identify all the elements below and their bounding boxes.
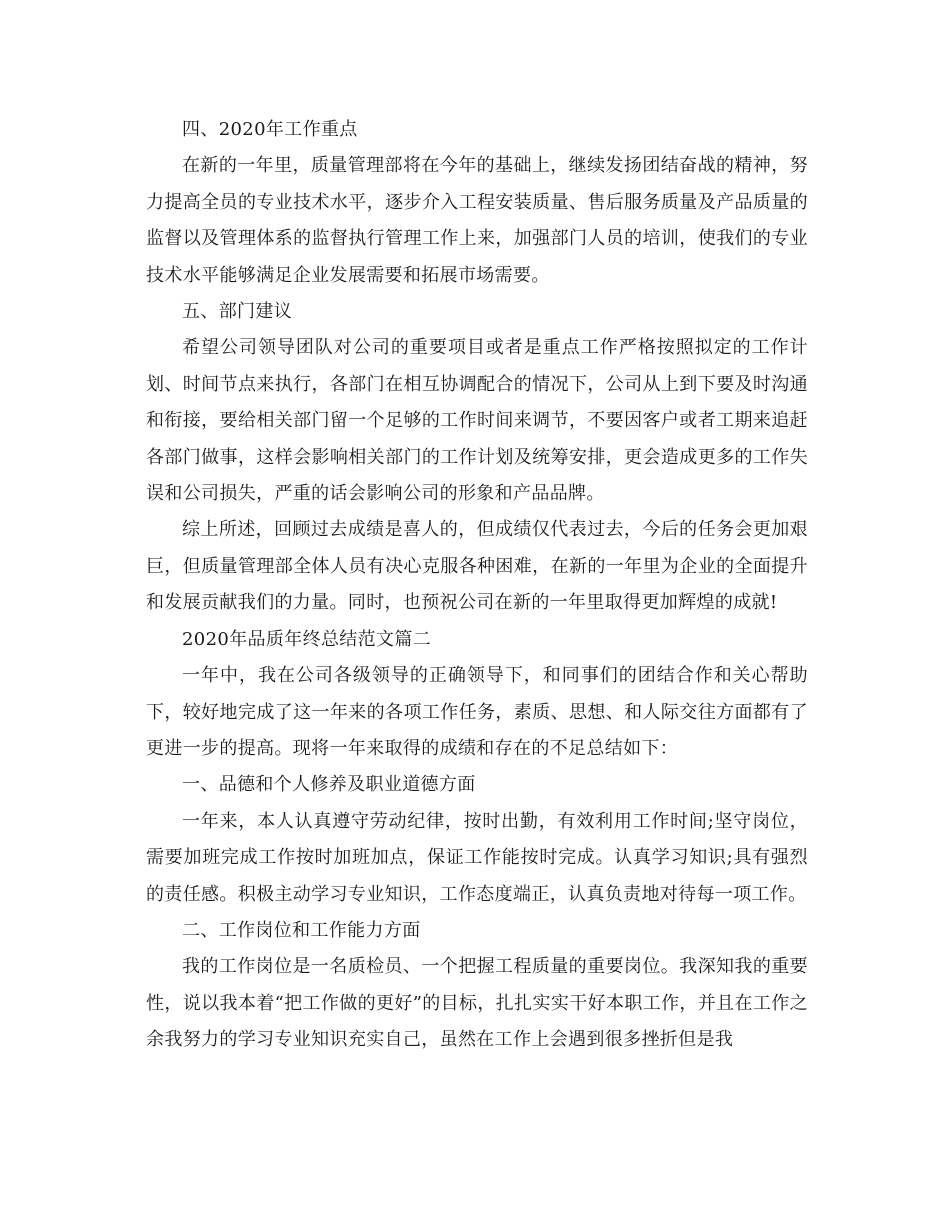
- section-heading-work-focus: 四、2020年工作重点: [182, 119, 358, 140]
- section-heading-department-suggestions: 五、部门建议: [182, 301, 293, 323]
- section-heading-job-ability: 二、工作岗位和工作能力方面: [182, 919, 421, 941]
- paragraph-work-focus: 在新的一年里，质量管理部将在今年的基础上，继续发扬团结奋战的精神，努力提高全员的专业技术水平，逐步介入工程安装质量、售后服务质量及产品质量的监督以及管理体系的监督执行管理工作上来，加强部门人员的培训，使我们的专业技术水平能够满足企业发展需要和拓展市场需要。: [146, 155, 808, 286]
- paragraph-conclusion: 综上所述，回顾过去成绩是喜人的，但成绩仅代表过去，今后的任务会更加艰巨，但质量管理部全体人员有决心克服各种困难，在新的一年里为企业的全面提升和发展贡献我们的力量。同时，也预祝公司在新的一年里取得更加辉煌的成就!: [146, 519, 808, 614]
- paragraph-job-ability: 我的工作岗位是一名质检员、一个把握工程质量的重要岗位。我深知我的重要性，说以我本着“把工作做的更好”的目标，扎扎实实干好本职工作，并且在工作之余我努力的学习专业知识充实自己，虽然在工作上会遇到很多挫折但是我: [146, 956, 808, 1051]
- section-heading-ethics: 一、品德和个人修养及职业道德方面: [182, 774, 476, 796]
- article-title-part-two: 2020年品质年终总结范文篇二: [182, 628, 432, 650]
- paragraph-department-suggestions: 希望公司领导团队对公司的重要项目或者是重点工作严格按照拟定的工作计划、时间节点来执行，各部门在相互协调配合的情况下，公司从上到下要及时沟通和衔接，要给相关部门留一个足够的工作时间来调节，不要因客户或者工期来追赶各部门做事，这样会影响相关部门的工作计划及统筹安排，更会造成更多的工作失误和公司损失，严重的话会影响公司的形象和产品品牌。: [146, 337, 808, 505]
- paragraph-ethics: 一年来，本人认真遵守劳动纪律，按时出勤，有效利用工作时间;坚守岗位，需要加班完成工作按时加班加点，保证工作能按时完成。认真学习知识;具有强烈的责任感。积极主动学习专业知识，工作态度端正，认真负责地对待每一项工作。: [146, 810, 808, 905]
- document-body: [146, 112, 808, 1059]
- paragraph-intro-part-two: 一年中，我在公司各级领导的正确领导下，和同事们的团结合作和关心帮助下，较好地完成了这一年来的各项工作任务，素质、思想、和人际交往方面都有了更进一步的提高。现将一年来取得的成绩和存在的不足总结如下：: [146, 665, 808, 759]
